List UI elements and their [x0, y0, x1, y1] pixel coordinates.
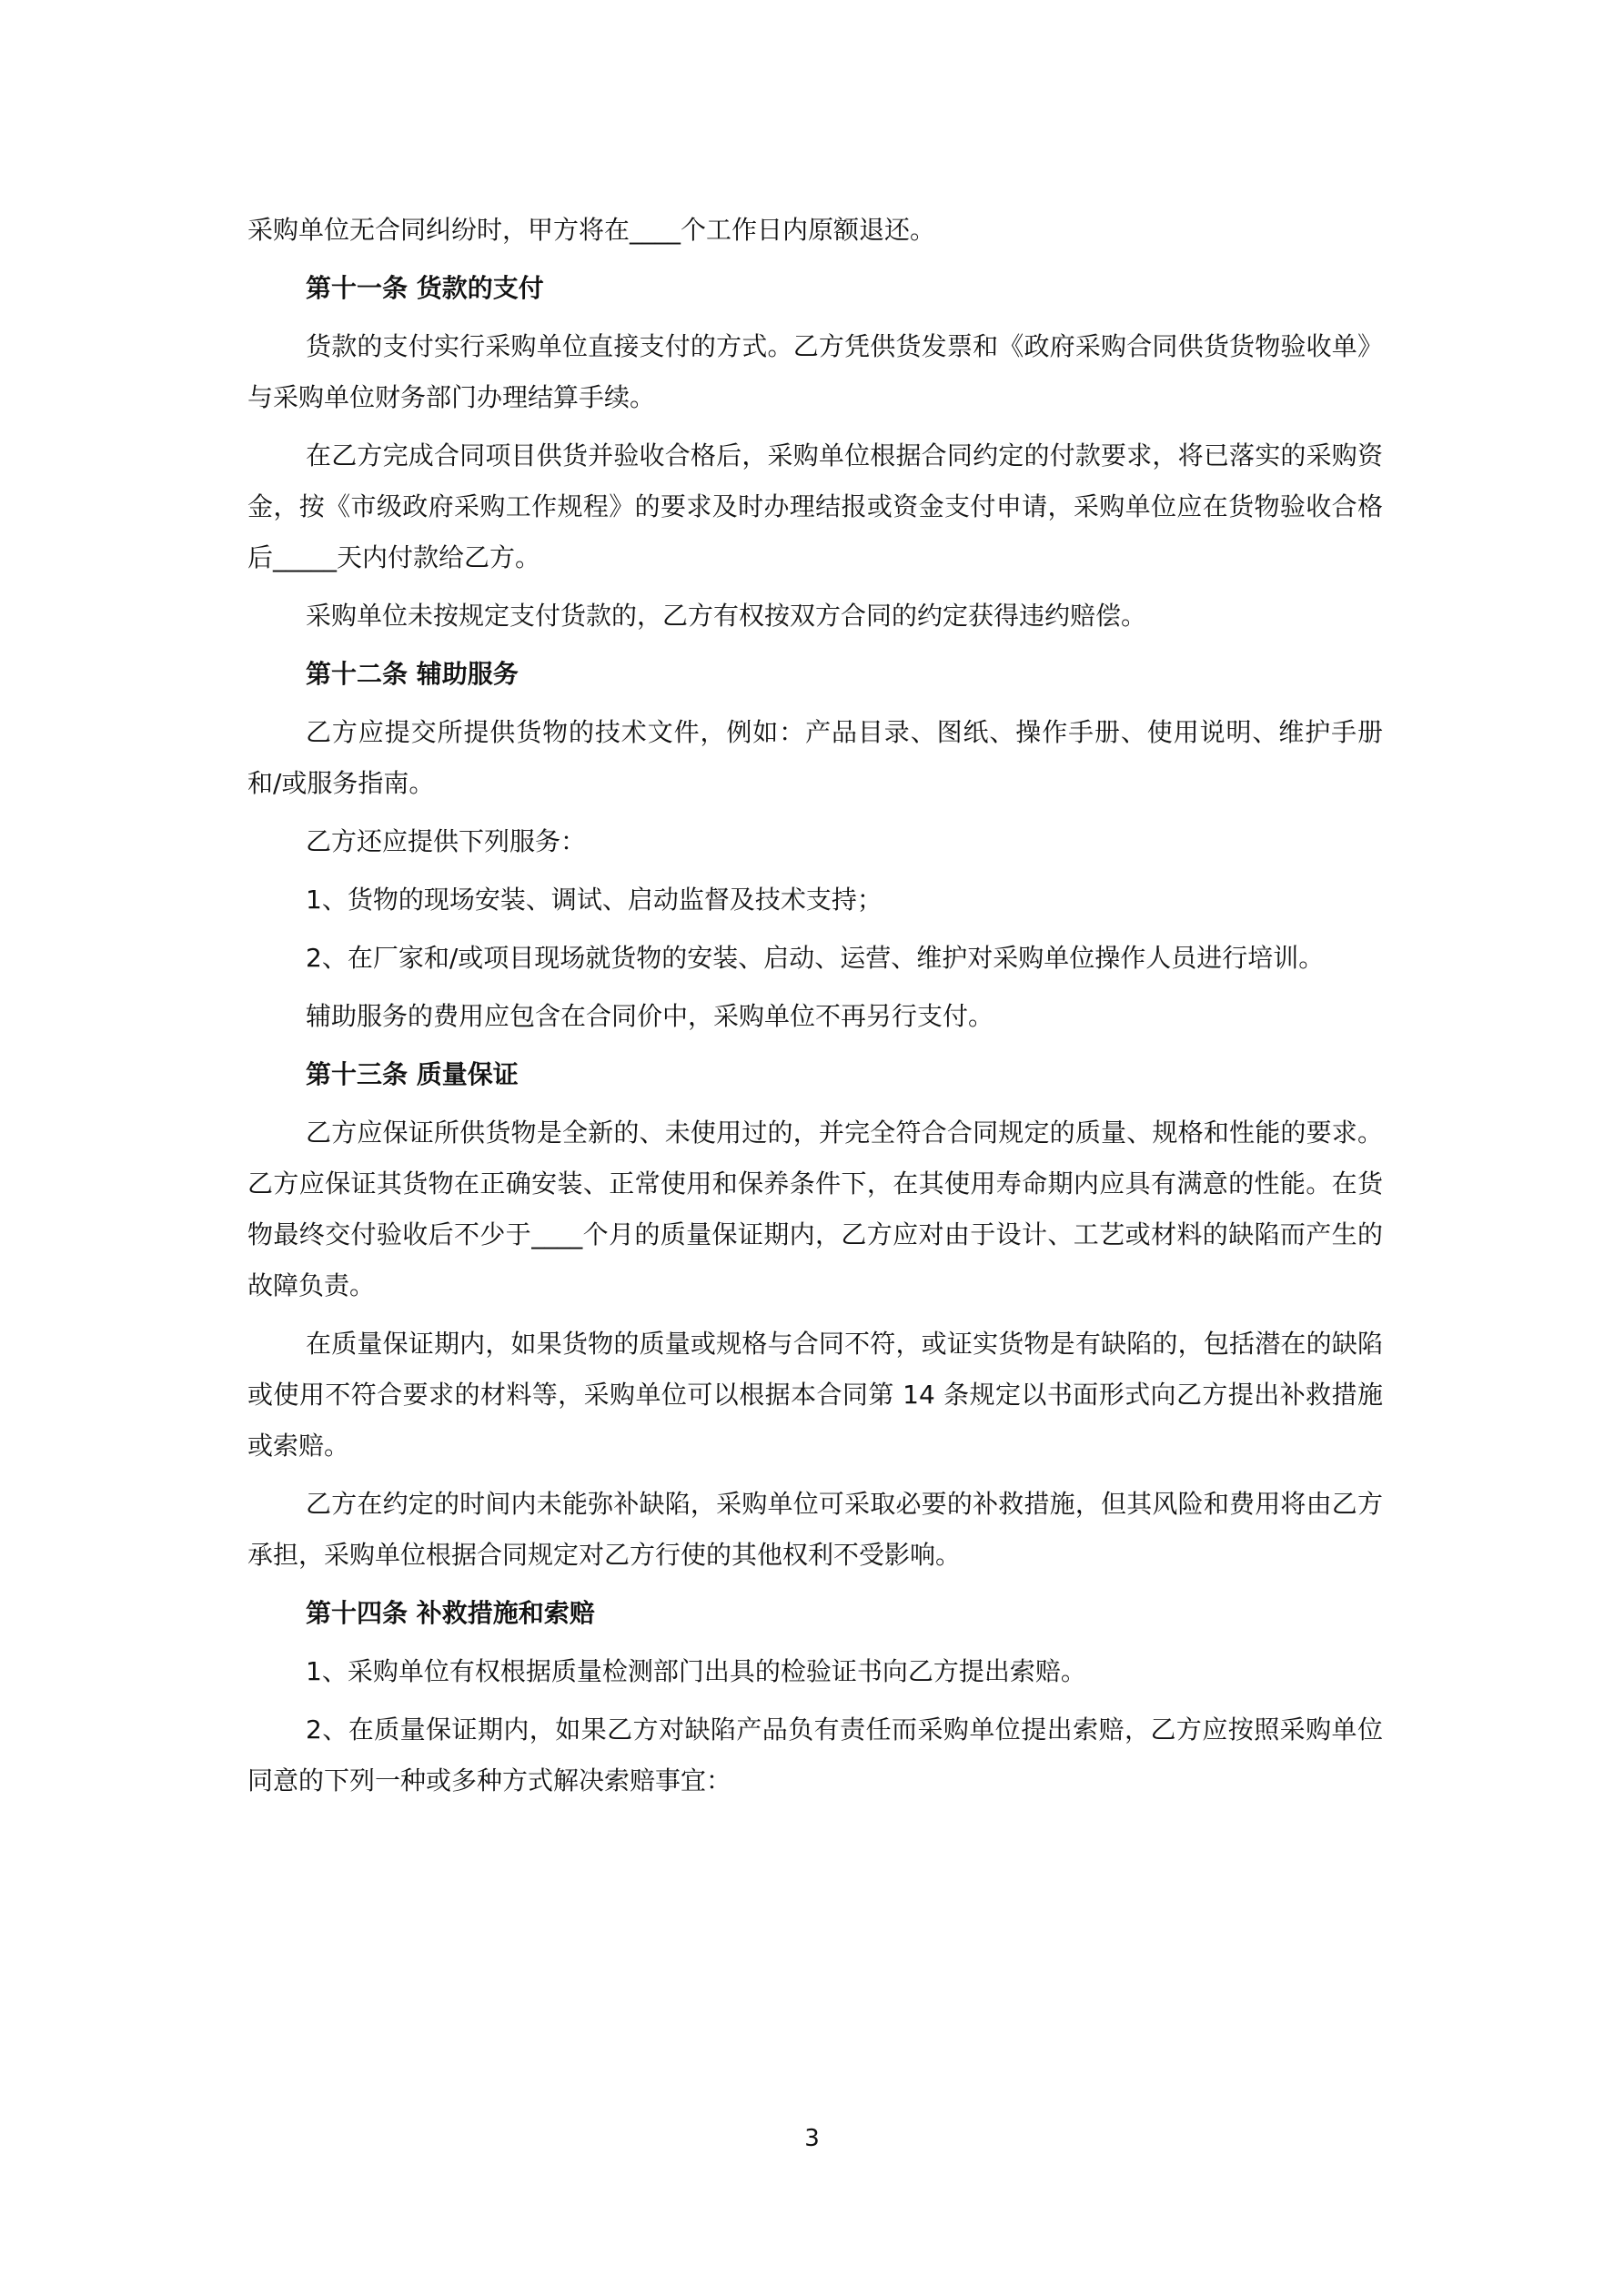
paragraph-defect-claims: 在质量保证期内，如果货物的质量或规格与合同不符，或证实货物是有缺陷的，包括潜在的缺陷或使用不符合要求的材料等，采购单位可以根据本合同第 14 条规定以书面形式向乙方提出补救措施或索赔。 [247, 1329, 1383, 1461]
paragraph-technical-documents: 乙方应提交所提供货物的技术文件，例如：产品目录、图纸、操作手册、使用说明、维护手册和/或服务指南。 [247, 717, 1383, 798]
paragraph-payment-default: 采购单位未按规定支付货款的，乙方有权按双方合同的约定获得违约赔偿。 [306, 601, 1147, 631]
paragraph-payment-method: 货款的支付实行采购单位直接支付的方式。乙方凭供货发票和《政府采购合同供货货物验收单》与采购单位财务部门办理结算手续。 [247, 331, 1383, 412]
page-number: 3 [804, 2125, 820, 2152]
paragraph-services-intro: 乙方还应提供下列服务： [306, 826, 587, 856]
list-item-service-1: 1、货物的现场安装、调试、启动监督及技术支持； [306, 885, 883, 915]
paragraph-quality-guarantee: 乙方应保证所供货物是全新的、未使用过的，并完全符合合同规定的质量、规格和性能的要求。乙方应保证其货物在正确安装、正常使用和保养条件下，在其使用寿命期内应具有满意的性能。在货物最终交付验收后不少于____个月的质量保证期内，乙方应对由于设计、工艺或材料的缺陷而产生的故障负责。 [247, 1118, 1383, 1300]
list-item-service-2: 2、在厂家和/或项目现场就货物的安装、启动、运营、维护对采购单位操作人员进行培训。 [306, 943, 1325, 973]
heading-article-13: 第十三条 质量保证 [306, 1059, 519, 1089]
paragraph-remedy-failure: 乙方在约定的时间内未能弥补缺陷，采购单位可采取必要的补救措施，但其风险和费用将由乙方承担，采购单位根据合同规定对乙方行使的其他权利不受影响。 [247, 1489, 1383, 1570]
paragraph-refund-terms: 采购单位无合同纠纷时，甲方将在____个工作日内原额退还。 [247, 215, 936, 245]
heading-article-14: 第十四条 补救措施和索赔 [306, 1598, 595, 1628]
heading-article-11: 第十一条 货款的支付 [306, 273, 544, 303]
heading-article-12: 第十二条 辅助服务 [306, 659, 519, 689]
list-item-claim-2: 2、在质量保证期内，如果乙方对缺陷产品负有责任而采购单位提出索赔，乙方应按照采购单位同意的下列一种或多种方式解决索赔事宜： [247, 1714, 1383, 1795]
paragraph-service-fees: 辅助服务的费用应包含在合同价中，采购单位不再另行支付。 [306, 1001, 994, 1031]
paragraph-payment-timing: 在乙方完成合同项目供货并验收合格后，采购单位根据合同约定的付款要求，将已落实的采购资金，按《市级政府采购工作规程》的要求及时办理结报或资金支付申请，采购单位应在货物验收合格后_____天内付款给乙方。 [247, 440, 1383, 572]
document-body [247, 205, 1383, 1814]
list-item-claim-1: 1、采购单位有权根据质量检测部门出具的检验证书向乙方提出索赔。 [306, 1656, 1086, 1686]
